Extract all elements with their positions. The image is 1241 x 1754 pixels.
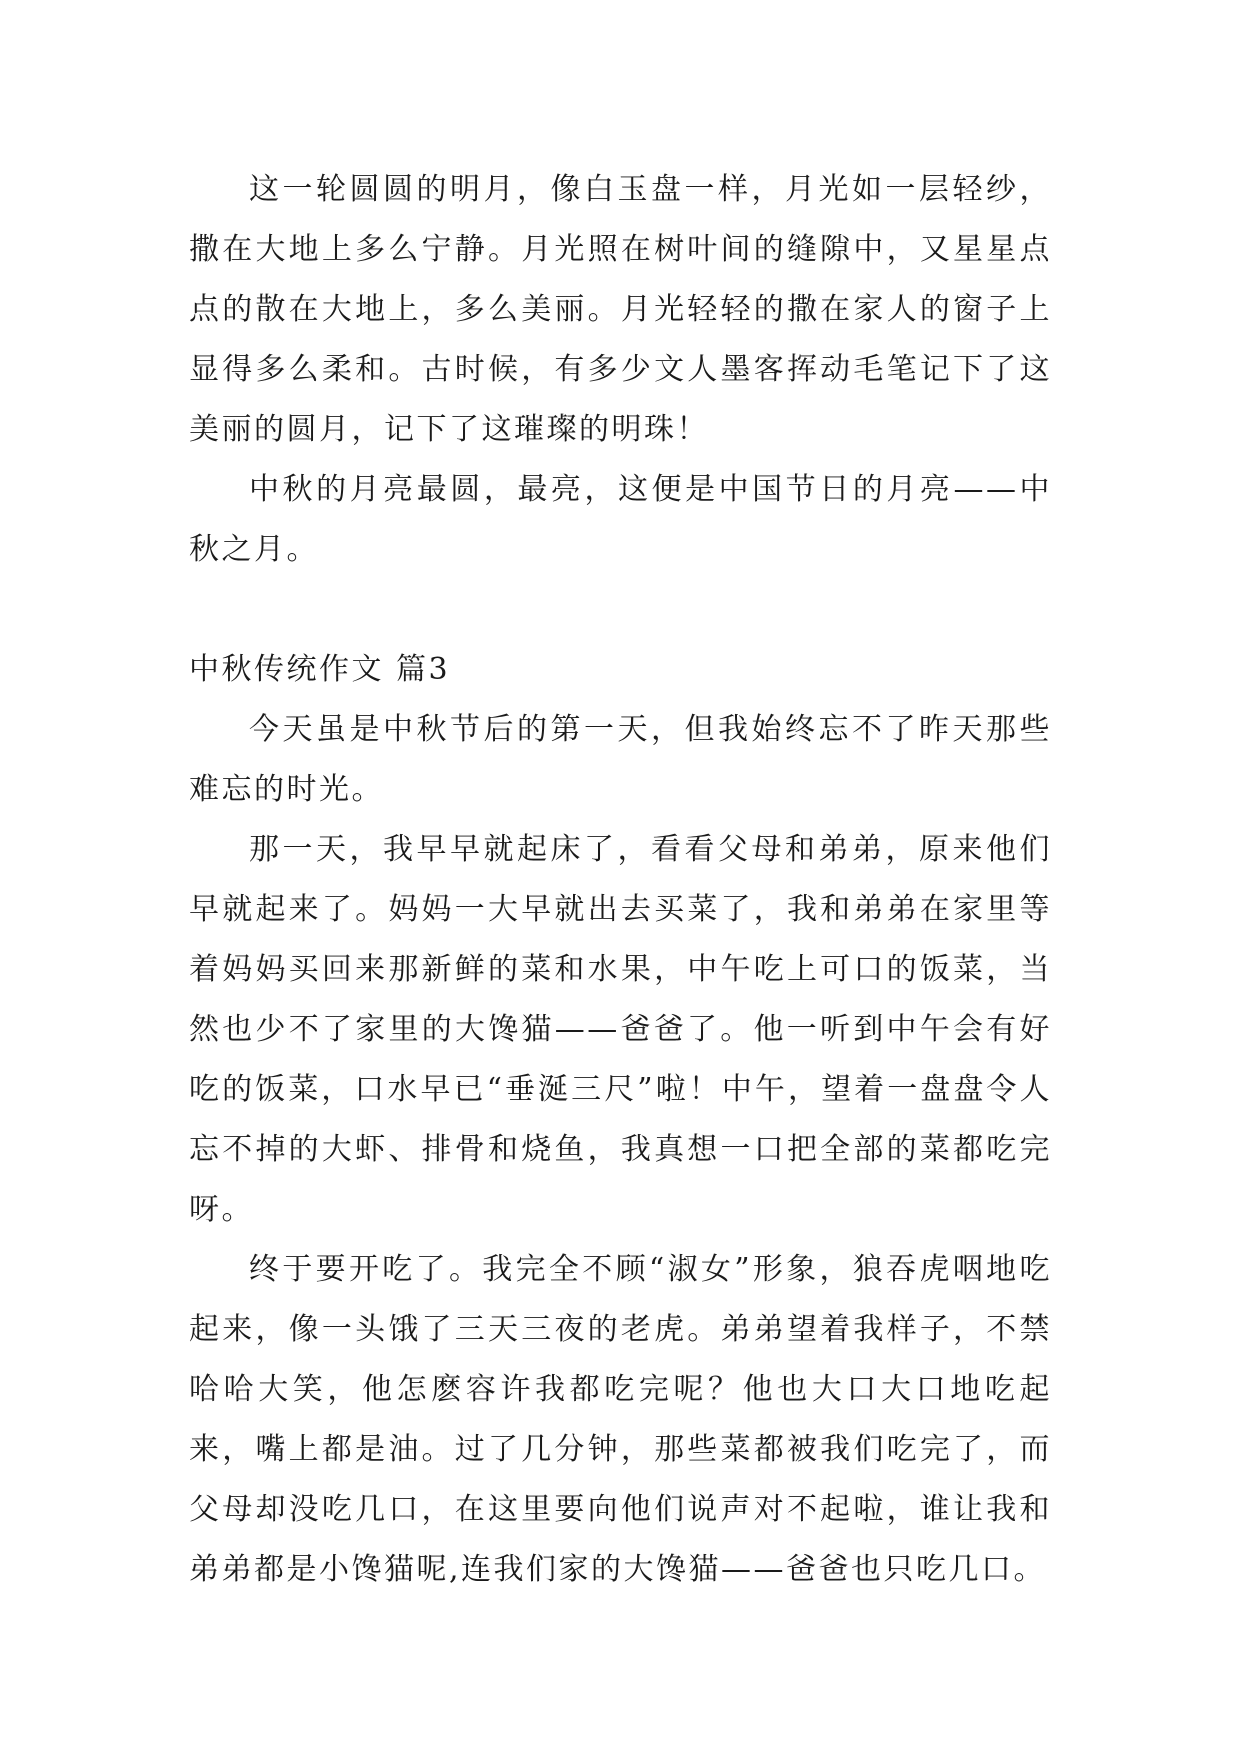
paragraph-mid-autumn-moon: 中秋的月亮最圆，最亮，这便是中国节日的月亮——中秋之月。 — [189, 472, 1052, 567]
paragraph-dinner: 终于要开吃了。我完全不顾“淑女”形象，狼吞虎咽地吃起来，像一头饿了三天三夜的老虎。弟弟望着我样子，不禁哈哈大笑，他怎麽容许我都吃完呢？他也大口大口地吃起来，嘴上都是油。过了几分钟，那些菜都被我们吃完了，而父母却没吃几口，在这里要向他们说声对不起啦，谁让我和弟弟都是小馋猫呢,连我们家的大馋猫——爸爸也只吃几口。 — [189, 1252, 1052, 1587]
paragraph-intro: 今天虽是中秋节后的第一天，但我始终忘不了昨天那些难忘的时光。 — [189, 712, 1052, 807]
section-heading: 中秋传统作文 篇3 — [189, 652, 451, 687]
document-page — [189, 160, 1052, 1600]
paragraph-morning: 那一天，我早早就起床了，看看父母和弟弟，原来他们早就起来了。妈妈一大早就出去买菜了，我和弟弟在家里等着妈妈买回来那新鲜的菜和水果，中午吃上可口的饭菜，当然也少不了家里的大馋猫——爸爸了。他一听到中午会有好吃的饭菜，口水早已“垂涎三尺”啦！中午，望着一盘盘令人忘不掉的大虾、排骨和烧鱼，我真想一口把全部的菜都吃完呀。 — [189, 832, 1052, 1227]
paragraph-moon-description: 这一轮圆圆的明月，像白玉盘一样，月光如一层轻纱，撒在大地上多么宁静。月光照在树叶间的缝隙中，又星星点点的散在大地上，多么美丽。月光轻轻的撒在家人的窗子上显得多么柔和。古时候，有多少文人墨客挥动毛笔记下了这美丽的圆月，记下了这璀璨的明珠！ — [189, 172, 1052, 447]
